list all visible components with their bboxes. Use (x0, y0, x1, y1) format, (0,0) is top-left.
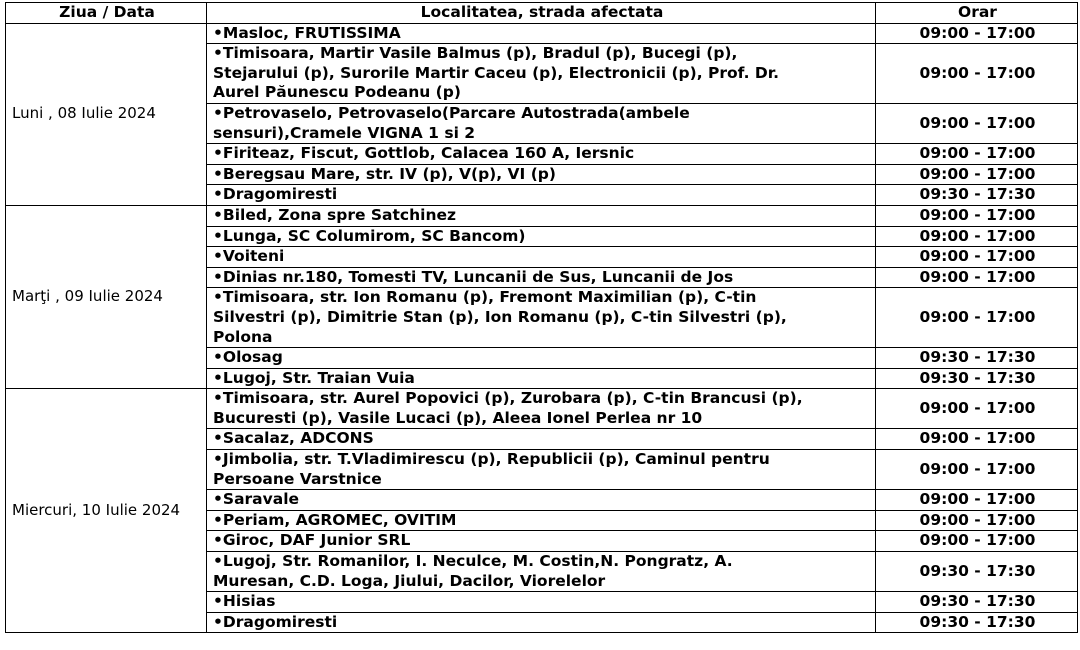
location-cell: •Lugoj, Str. Traian Vuia (207, 368, 876, 389)
location-cell: •Hisias (207, 592, 876, 613)
outage-schedule-table (5, 2, 1078, 633)
table-row (6, 23, 1078, 44)
location-cell: •Petrovaselo, Petrovaselo(Parcare Autostrada(ambele sensuri),Cramele VIGNA 1 si 2 (207, 103, 876, 143)
time-cell: 09:00 - 17:00 (876, 288, 1078, 348)
day-cell: Miercuri, 10 Iulie 2024 (6, 389, 207, 633)
time-cell: 09:00 - 17:00 (876, 164, 1078, 185)
time-cell: 09:30 - 17:30 (876, 612, 1078, 633)
location-cell: •Lugoj, Str. Romanilor, I. Neculce, M. Costin,N. Pongratz, A. Muresan, C.D. Loga, Jiului, Dacilor, Viorelelor (207, 552, 876, 592)
header-time: Orar (876, 3, 1078, 24)
time-cell: 09:00 - 17:00 (876, 144, 1078, 165)
time-cell: 09:00 - 17:00 (876, 226, 1078, 247)
time-cell: 09:00 - 17:00 (876, 44, 1078, 104)
day-cell: Luni , 08 Iulie 2024 (6, 23, 207, 205)
table-row (6, 389, 1078, 429)
location-cell: •Dinias nr.180, Tomesti TV, Luncanii de Sus, Luncanii de Jos (207, 267, 876, 288)
time-cell: 09:00 - 17:00 (876, 23, 1078, 44)
time-cell: 09:00 - 17:00 (876, 103, 1078, 143)
time-cell: 09:30 - 17:30 (876, 552, 1078, 592)
time-cell: 09:30 - 17:30 (876, 592, 1078, 613)
schedule-sheet (5, 2, 1077, 633)
header-row (6, 3, 1078, 24)
location-cell: •Dragomiresti (207, 612, 876, 633)
time-cell: 09:00 - 17:00 (876, 531, 1078, 552)
location-cell: •Lunga, SC Columirom, SC Bancom) (207, 226, 876, 247)
location-cell: •Dragomiresti (207, 185, 876, 206)
location-cell: •Olosag (207, 348, 876, 369)
time-cell: 09:00 - 17:00 (876, 205, 1078, 226)
time-cell: 09:00 - 17:00 (876, 247, 1078, 268)
location-cell: •Sacalaz, ADCONS (207, 429, 876, 450)
location-cell: •Timisoara, Martir Vasile Balmus (p), Bradul (p), Bucegi (p), Stejarului (p), Surorile Martir Caceu (p), Electronicii (p), Prof. Dr. Aurel Păunescu Podeanu (p) (207, 44, 876, 104)
header-day: Ziua / Data (6, 3, 207, 24)
table-row (6, 205, 1078, 226)
location-cell: •Biled, Zona spre Satchinez (207, 205, 876, 226)
location-cell: •Masloc, FRUTISSIMA (207, 23, 876, 44)
time-cell: 09:30 - 17:30 (876, 368, 1078, 389)
day-cell: Marţi , 09 Iulie 2024 (6, 205, 207, 388)
location-cell: •Firiteaz, Fiscut, Gottlob, Calacea 160 A, Iersnic (207, 144, 876, 165)
time-cell: 09:00 - 17:00 (876, 389, 1078, 429)
time-cell: 09:00 - 17:00 (876, 267, 1078, 288)
time-cell: 09:00 - 17:00 (876, 510, 1078, 531)
location-cell: •Giroc, DAF Junior SRL (207, 531, 876, 552)
location-cell: •Voiteni (207, 247, 876, 268)
location-cell: •Timisoara, str. Ion Romanu (p), Fremont Maximilian (p), C-tin Silvestri (p), Dimitrie Stan (p), Ion Romanu (p), C-tin Silvestri (p), Polona (207, 288, 876, 348)
location-cell: •Timisoara, str. Aurel Popovici (p), Zurobara (p), C-tin Brancusi (p), Bucuresti (p), Vasile Lucaci (p), Aleea Ionel Perlea nr 10 (207, 389, 876, 429)
header-location: Localitatea, strada afectata (207, 3, 876, 24)
location-cell: •Saravale (207, 490, 876, 511)
schedule-body (6, 23, 1078, 633)
time-cell: 09:30 - 17:30 (876, 348, 1078, 369)
location-cell: •Periam, AGROMEC, OVITIM (207, 510, 876, 531)
time-cell: 09:30 - 17:30 (876, 185, 1078, 206)
time-cell: 09:00 - 17:00 (876, 490, 1078, 511)
location-cell: •Beregsau Mare, str. IV (p), V(p), VI (p) (207, 164, 876, 185)
location-cell: •Jimbolia, str. T.Vladimirescu (p), Republicii (p), Caminul pentru Persoane Varstnice (207, 450, 876, 490)
time-cell: 09:00 - 17:00 (876, 450, 1078, 490)
time-cell: 09:00 - 17:00 (876, 429, 1078, 450)
